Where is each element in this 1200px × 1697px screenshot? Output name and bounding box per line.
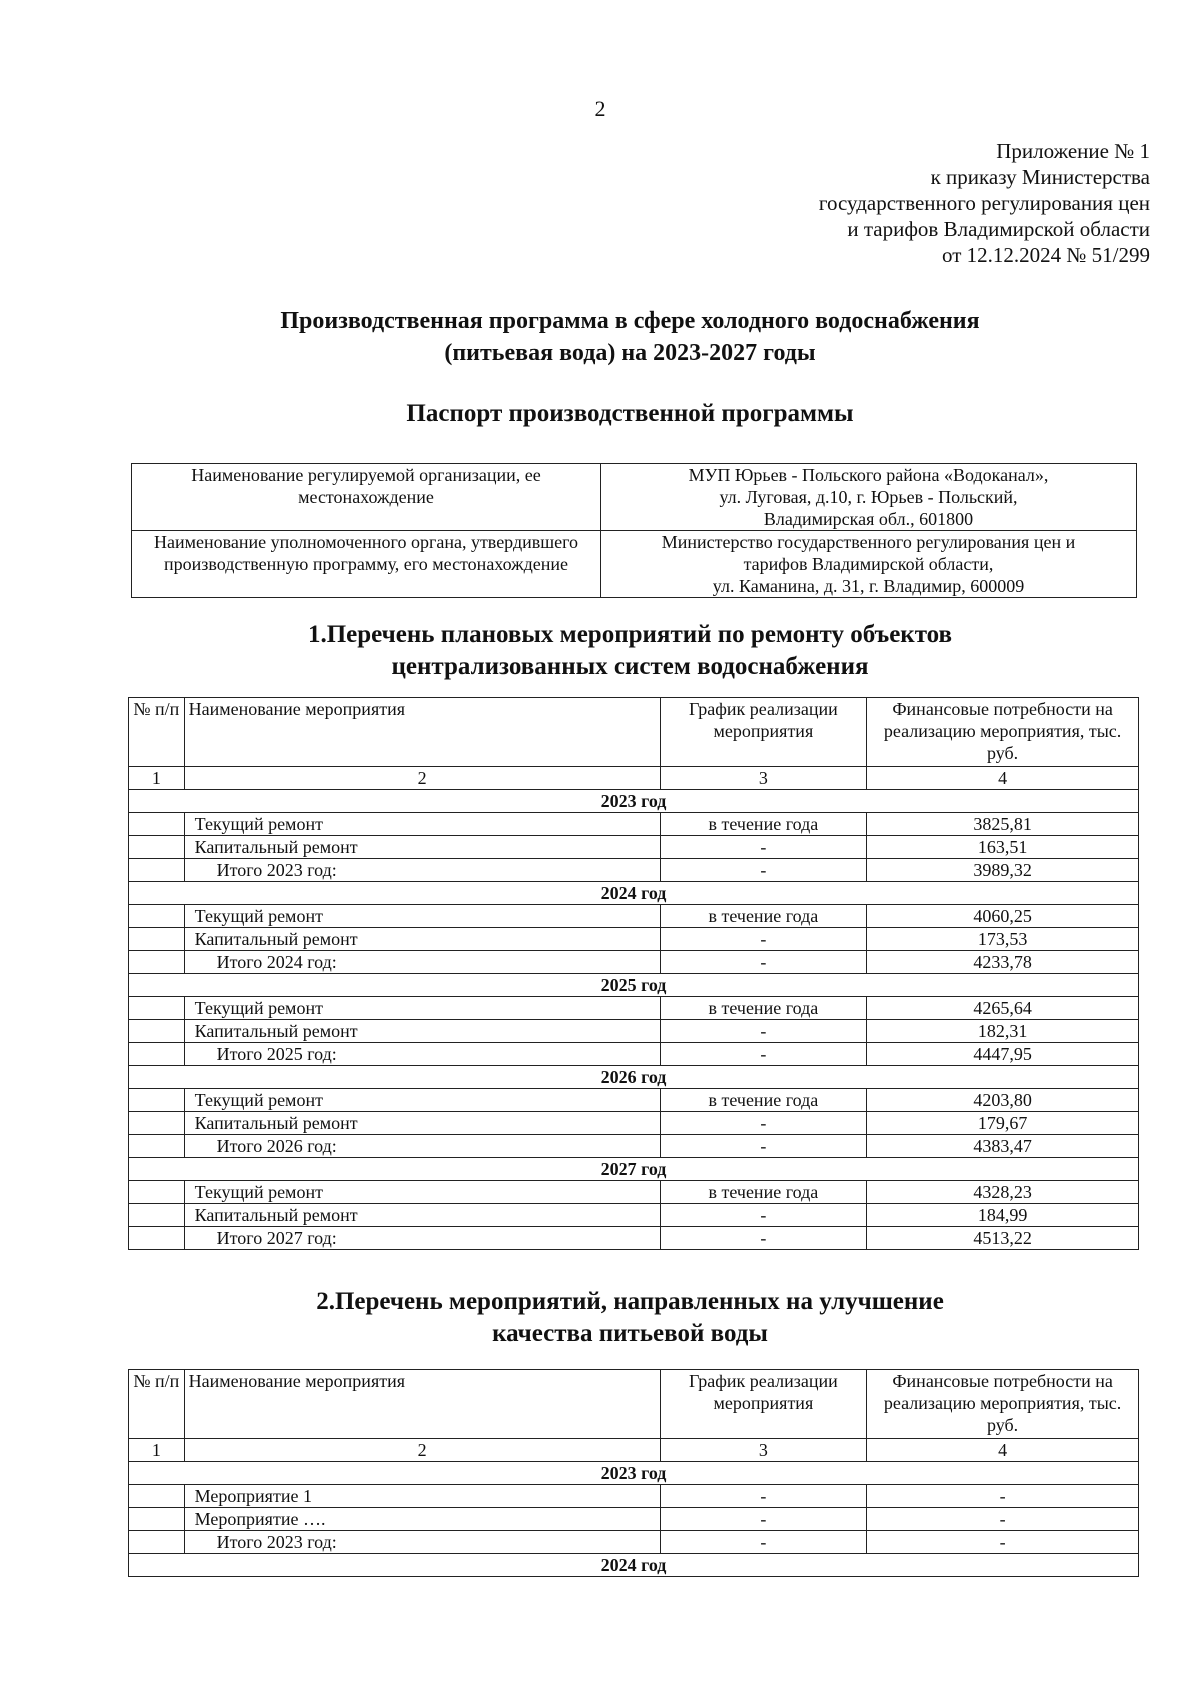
table-row — [129, 1135, 1139, 1158]
passport-value-line: ул. Луговая, д.10, г. Юрьев - Польский, — [719, 487, 1018, 507]
year-row — [129, 1554, 1139, 1577]
activity-schedule: в течение года — [660, 1181, 867, 1204]
document-title — [130, 305, 1130, 369]
row-number — [129, 1135, 185, 1158]
year-label: 2024 год — [129, 1554, 1139, 1577]
table-row — [129, 928, 1139, 951]
year-row — [129, 1158, 1139, 1181]
activity-amount: - — [867, 1531, 1139, 1554]
column-index: 4 — [867, 767, 1139, 790]
row-number — [129, 997, 185, 1020]
activity-schedule: - — [660, 1531, 867, 1554]
table-row — [129, 1531, 1139, 1554]
activity-amount: 173,53 — [867, 928, 1139, 951]
row-number — [129, 813, 185, 836]
appendix-line: Приложение № 1 — [996, 139, 1150, 163]
activity-name: Итого 2023 год: — [184, 1531, 660, 1554]
column-index: 4 — [867, 1439, 1139, 1462]
year-row — [129, 974, 1139, 997]
table-row — [129, 1204, 1139, 1227]
passport-heading-text: Паспорт производственной программы — [406, 400, 854, 427]
activity-name: Текущий ремонт — [184, 905, 660, 928]
passport-table — [131, 463, 1137, 598]
activity-amount: 4383,47 — [867, 1135, 1139, 1158]
activity-amount: - — [867, 1485, 1139, 1508]
activity-name: Итого 2024 год: — [184, 951, 660, 974]
passport-value — [601, 531, 1137, 598]
section1-heading-line: 1.Перечень плановых мероприятий по ремонту объектов — [307, 621, 953, 648]
activity-name: Капитальный ремонт — [184, 1020, 660, 1043]
column-header: № п/п — [129, 698, 185, 767]
section2-heading — [130, 1286, 1130, 1350]
column-index: 3 — [660, 767, 867, 790]
activity-schedule: - — [660, 859, 867, 882]
appendix-line: государственного регулирования цен — [818, 191, 1150, 215]
activity-amount: 4513,22 — [867, 1227, 1139, 1250]
activity-amount: 4328,23 — [867, 1181, 1139, 1204]
table-header-row — [129, 1370, 1139, 1439]
column-index: 2 — [184, 767, 660, 790]
activity-amount: - — [867, 1508, 1139, 1531]
activity-name: Текущий ремонт — [184, 1089, 660, 1112]
activity-name: Мероприятие 1 — [184, 1485, 660, 1508]
activity-amount: 4060,25 — [867, 905, 1139, 928]
activity-name: Капитальный ремонт — [184, 928, 660, 951]
section1-heading — [130, 619, 1130, 683]
activity-schedule: в течение года — [660, 997, 867, 1020]
table-row — [129, 1227, 1139, 1250]
activity-schedule: - — [660, 1020, 867, 1043]
activity-schedule: - — [660, 1508, 867, 1531]
row-number — [129, 1508, 185, 1531]
passport-key: Наименование регулируемой организации, ее местонахождение — [132, 464, 601, 531]
year-label: 2026 год — [129, 1066, 1139, 1089]
activity-amount: 4447,95 — [867, 1043, 1139, 1066]
table-row — [129, 859, 1139, 882]
activity-name: Итого 2026 год: — [184, 1135, 660, 1158]
passport-value-line: Владимирская обл., 601800 — [763, 509, 974, 529]
passport-value — [601, 464, 1137, 531]
activity-schedule: в течение года — [660, 905, 867, 928]
table-row — [129, 1485, 1139, 1508]
row-number — [129, 1112, 185, 1135]
column-index-row — [129, 767, 1139, 790]
activity-name: Текущий ремонт — [184, 1181, 660, 1204]
year-row — [129, 790, 1139, 813]
passport-row — [132, 464, 1137, 531]
table-row — [129, 905, 1139, 928]
activity-name: Текущий ремонт — [184, 813, 660, 836]
activity-amount: 4265,64 — [867, 997, 1139, 1020]
table-row — [129, 1043, 1139, 1066]
row-number — [129, 905, 185, 928]
activity-schedule: - — [660, 1112, 867, 1135]
column-index: 1 — [129, 1439, 185, 1462]
row-number — [129, 1485, 185, 1508]
activity-amount: 182,31 — [867, 1020, 1139, 1043]
row-number — [129, 836, 185, 859]
activity-schedule: - — [660, 1204, 867, 1227]
passport-value-line: ул. Каманина, д. 31, г. Владимир, 600009 — [712, 576, 1025, 596]
activity-name: Капитальный ремонт — [184, 1112, 660, 1135]
column-header: Наименование мероприятия — [184, 1370, 660, 1439]
table-row — [129, 1112, 1139, 1135]
activity-schedule: в течение года — [660, 1089, 867, 1112]
section2-table — [128, 1369, 1139, 1577]
passport-key: Наименование уполномоченного органа, утвердившего производственную программу, его местонахождение — [132, 531, 601, 598]
column-header: Финансовые потребности на реализацию мероприятия, тыс. руб. — [867, 1370, 1139, 1439]
document-title-line: Производственная программа в сфере холодного водоснабжения — [280, 308, 980, 334]
column-header: Наименование мероприятия — [184, 698, 660, 767]
column-index-row — [129, 1439, 1139, 1462]
appendix-line: к приказу Министерства — [930, 165, 1150, 189]
appendix-line: и тарифов Владимирской области — [847, 217, 1150, 241]
passport-value-line: Министерство государственного регулирования цен и — [661, 532, 1076, 552]
activity-schedule: - — [660, 1135, 867, 1158]
row-number — [129, 1531, 185, 1554]
document-title-line: (питьевая вода) на 2023-2027 годы — [444, 340, 816, 366]
table-row — [129, 1089, 1139, 1112]
activity-amount: 4233,78 — [867, 951, 1139, 974]
activity-schedule: - — [660, 1043, 867, 1066]
activity-schedule: в течение года — [660, 813, 867, 836]
activity-name: Итого 2025 год: — [184, 1043, 660, 1066]
row-number — [129, 951, 185, 974]
column-index: 3 — [660, 1439, 867, 1462]
row-number — [129, 1204, 185, 1227]
year-label: 2023 год — [129, 1462, 1139, 1485]
activity-schedule: - — [660, 836, 867, 859]
activity-name: Капитальный ремонт — [184, 1204, 660, 1227]
appendix-block — [680, 138, 1150, 268]
activity-name: Мероприятие …. — [184, 1508, 660, 1531]
section1-heading-line: централизованных систем водоснабжения — [391, 653, 869, 680]
year-label: 2025 год — [129, 974, 1139, 997]
activity-schedule: - — [660, 1485, 867, 1508]
table-row — [129, 1020, 1139, 1043]
activity-amount: 3825,81 — [867, 813, 1139, 836]
page-number: 2 — [594, 96, 606, 121]
activity-amount: 184,99 — [867, 1204, 1139, 1227]
column-index: 2 — [184, 1439, 660, 1462]
year-row — [129, 1462, 1139, 1485]
section2-heading-line: 2.Перечень мероприятий, направленных на улучшение — [316, 1288, 944, 1315]
activity-schedule: - — [660, 928, 867, 951]
appendix-line: от 12.12.2024 № 51/299 — [941, 243, 1150, 267]
year-label: 2023 год — [129, 790, 1139, 813]
activity-name: Итого 2027 год: — [184, 1227, 660, 1250]
table-row — [129, 1508, 1139, 1531]
activity-amount: 163,51 — [867, 836, 1139, 859]
column-header: График реализации мероприятия — [660, 1370, 867, 1439]
column-header: № п/п — [129, 1370, 185, 1439]
activity-name: Итого 2023 год: — [184, 859, 660, 882]
activity-amount: 3989,32 — [867, 859, 1139, 882]
table-row — [129, 951, 1139, 974]
passport-heading — [130, 398, 1130, 430]
table-row — [129, 1181, 1139, 1204]
activity-amount: 4203,80 — [867, 1089, 1139, 1112]
activity-schedule: - — [660, 1227, 867, 1250]
row-number — [129, 1089, 185, 1112]
activity-name: Капитальный ремонт — [184, 836, 660, 859]
passport-row — [132, 531, 1137, 598]
passport-value-line: МУП Юрьев - Польского района «Водоканал», — [688, 465, 1049, 485]
column-header: Финансовые потребности на реализацию мероприятия, тыс. руб. — [867, 698, 1139, 767]
passport-value-line: тарифов Владимирской области, — [743, 554, 994, 574]
year-label: 2024 год — [129, 882, 1139, 905]
table-row — [129, 836, 1139, 859]
row-number — [129, 1043, 185, 1066]
activity-schedule: - — [660, 951, 867, 974]
row-number — [129, 1227, 185, 1250]
column-index: 1 — [129, 767, 185, 790]
table-header-row — [129, 698, 1139, 767]
table-row — [129, 813, 1139, 836]
year-label: 2027 год — [129, 1158, 1139, 1181]
year-row — [129, 1066, 1139, 1089]
section1-table — [128, 697, 1139, 1250]
row-number — [129, 1020, 185, 1043]
section2-heading-line: качества питьевой воды — [492, 1320, 768, 1347]
row-number — [129, 928, 185, 951]
year-row — [129, 882, 1139, 905]
activity-name: Текущий ремонт — [184, 997, 660, 1020]
activity-amount: 179,67 — [867, 1112, 1139, 1135]
row-number — [129, 1181, 185, 1204]
column-header: График реализации мероприятия — [660, 698, 867, 767]
table-row — [129, 997, 1139, 1020]
row-number — [129, 859, 185, 882]
